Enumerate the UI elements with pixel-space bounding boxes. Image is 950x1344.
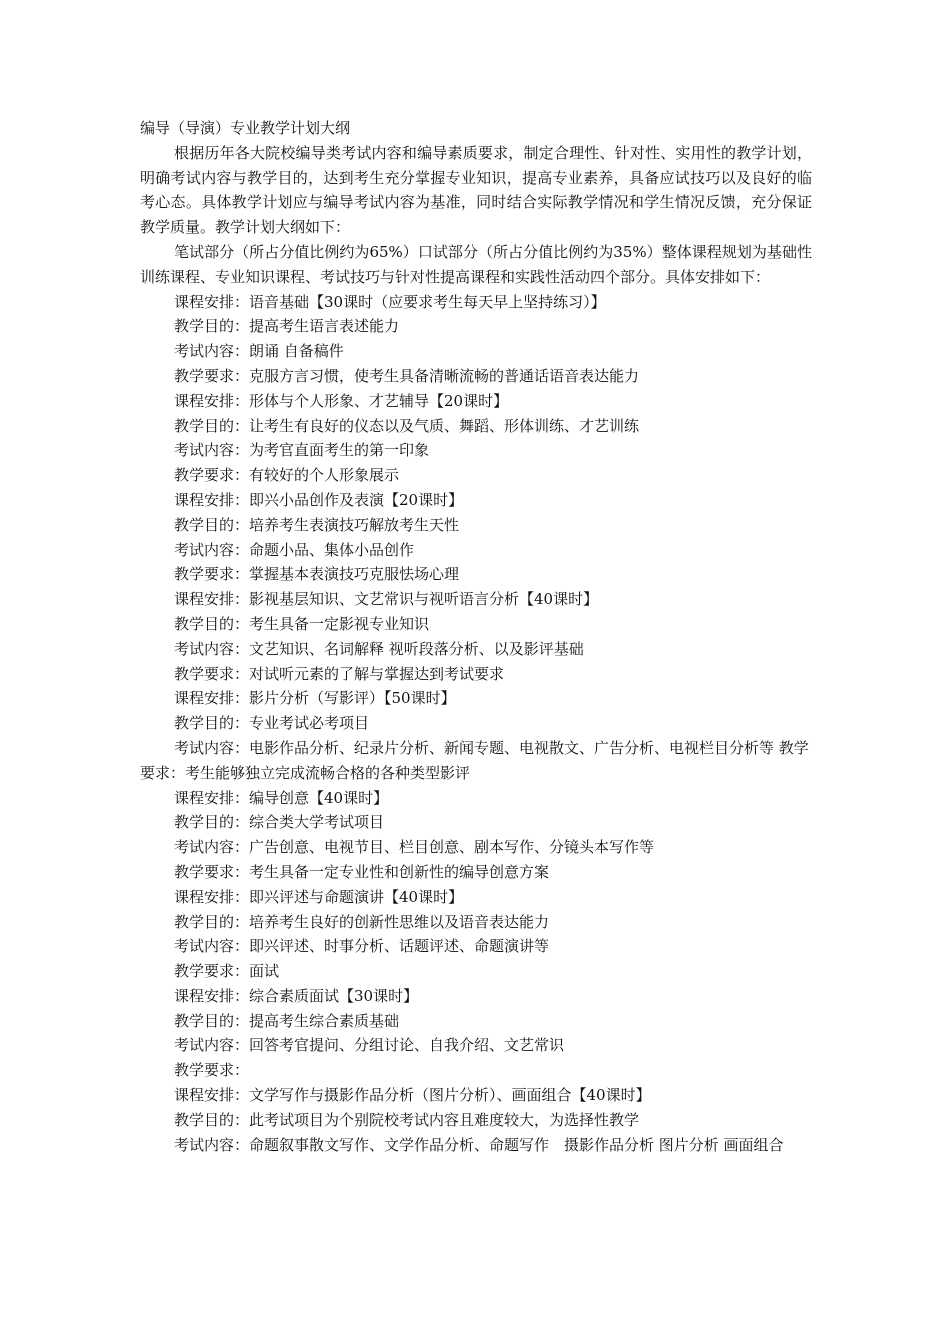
document-page — [140, 116, 812, 1157]
curriculum-line: 考试内容：朗诵 自备稿件 — [174, 342, 344, 361]
curriculum-line: 课程安排：影视基层知识、文艺常识与视听语言分析【40课时】 — [174, 590, 599, 609]
curriculum-line: 考试内容：广告创意、电视节目、栏目创意、剧本写作、分镜头本写作等 — [174, 838, 655, 857]
curriculum-line: 课程安排：文学写作与摄影作品分析（图片分析）、画面组合【40课时】 — [174, 1086, 651, 1105]
curriculum-line: 课程安排：影片分析（写影评）【50课时】 — [174, 689, 456, 708]
curriculum-line: 教学目的：提高考生综合素质基础 — [174, 1011, 400, 1030]
curriculum-line: 教学要求： — [174, 1061, 250, 1080]
curriculum-line: 教学要求：对试听元素的了解与掌握达到考试要求 — [174, 664, 505, 683]
curriculum-line: 教学目的：此考试项目为个别院校考试内容且难度较大，为选择性教学 — [174, 1110, 640, 1129]
curriculum-list-part-1 — [140, 290, 812, 736]
intro-paragraph: 根据历年各大院校编导类考试内容和编导素质要求，制定合理性、针对性、实用性的教学计划，明确考试内容与教学目的，达到考生充分掌握专业知识，提高专业素养，具备应试技巧以及良好的临考心态。具体教学计划应与编导考试内容为基准，同时结合实际教学情况和学生情况反馈，充分保证教学质量。教学计划大纲如下： — [140, 143, 812, 237]
curriculum-line: 教学目的：考生具备一定影视专业知识 — [174, 614, 430, 633]
curriculum-line: 教学目的：提高考生语言表述能力 — [174, 317, 400, 336]
curriculum-line: 教学要求：有较好的个人形象展示 — [174, 466, 400, 485]
curriculum-line: 教学要求：面试 — [174, 962, 280, 981]
curriculum-list-part-2 — [140, 786, 812, 1133]
curriculum-line: 课程安排：形体与个人形象、才艺辅导【20课时】 — [174, 391, 509, 410]
curriculum-line: 课程安排：即兴小品创作及表演【20课时】 — [174, 490, 464, 509]
curriculum-line: 课程安排：编导创意【40课时】 — [174, 788, 389, 807]
curriculum-line: 考试内容：回答考官提问、分组讨论、自我介绍、文艺常识 — [174, 1036, 565, 1055]
document-title: 编导（导演）专业教学计划大纲 — [140, 119, 351, 137]
curriculum-line: 教学要求：掌握基本表演技巧克服怯场心理 — [174, 565, 460, 584]
curriculum-line: 教学要求：克服方言习惯，使考生具备清晰流畅的普通话语音表达能力 — [174, 366, 640, 385]
curriculum-line: 教学目的：培养考生表演技巧解放考生天性 — [174, 515, 460, 534]
curriculum-line: 考试内容：命题小品、集体小品创作 — [174, 540, 415, 559]
curriculum-line: 教学目的：让考生有良好的仪态以及气质、舞蹈、形体训练、才艺训练 — [174, 416, 640, 435]
curriculum-line: 课程安排：语音基础【30课时（应要求考生每天早上坚持练习）】 — [174, 292, 606, 311]
curriculum-line: 课程安排：即兴评述与命题演讲【40课时】 — [174, 887, 464, 906]
curriculum-line: 教学要求：考生具备一定专业性和创新性的编导创意方案 — [174, 862, 550, 881]
curriculum-line: 考试内容：文艺知识、名词解释 视听段落分析、以及影评基础 — [174, 639, 584, 658]
film-analysis-exam-content: 考试内容：电影作品分析、纪录片分析、新闻专题、电视散文、广告分析、电视栏目分析等 教学要求：考生能够独立完成流畅合格的各种类型影评 — [140, 738, 809, 782]
curriculum-line: 教学目的：综合类大学考试项目 — [174, 813, 385, 832]
literature-exam-content: 考试内容：命题叙事散文写作、文学作品分析、命题写作 摄影作品分析 图片分析 画面组合 — [174, 1135, 784, 1154]
curriculum-line: 考试内容：为考官直面考生的第一印象 — [174, 441, 430, 460]
curriculum-line: 教学目的：专业考试必考项目 — [174, 714, 370, 733]
overview-paragraph: 笔试部分（所占分值比例约为65%）口试部分（所占分值比例约为35%）整体课程规划为基础性训练课程、专业知识课程、考试技巧与针对性提高课程和实践性活动四个部分。具体安排如下： — [140, 242, 812, 286]
curriculum-line: 教学目的：培养考生良好的创新性思维以及语音表达能力 — [174, 912, 550, 931]
curriculum-line: 考试内容：即兴评述、时事分析、话题评述、命题演讲等 — [174, 937, 550, 956]
curriculum-line: 课程安排：综合素质面试【30课时】 — [174, 986, 419, 1005]
